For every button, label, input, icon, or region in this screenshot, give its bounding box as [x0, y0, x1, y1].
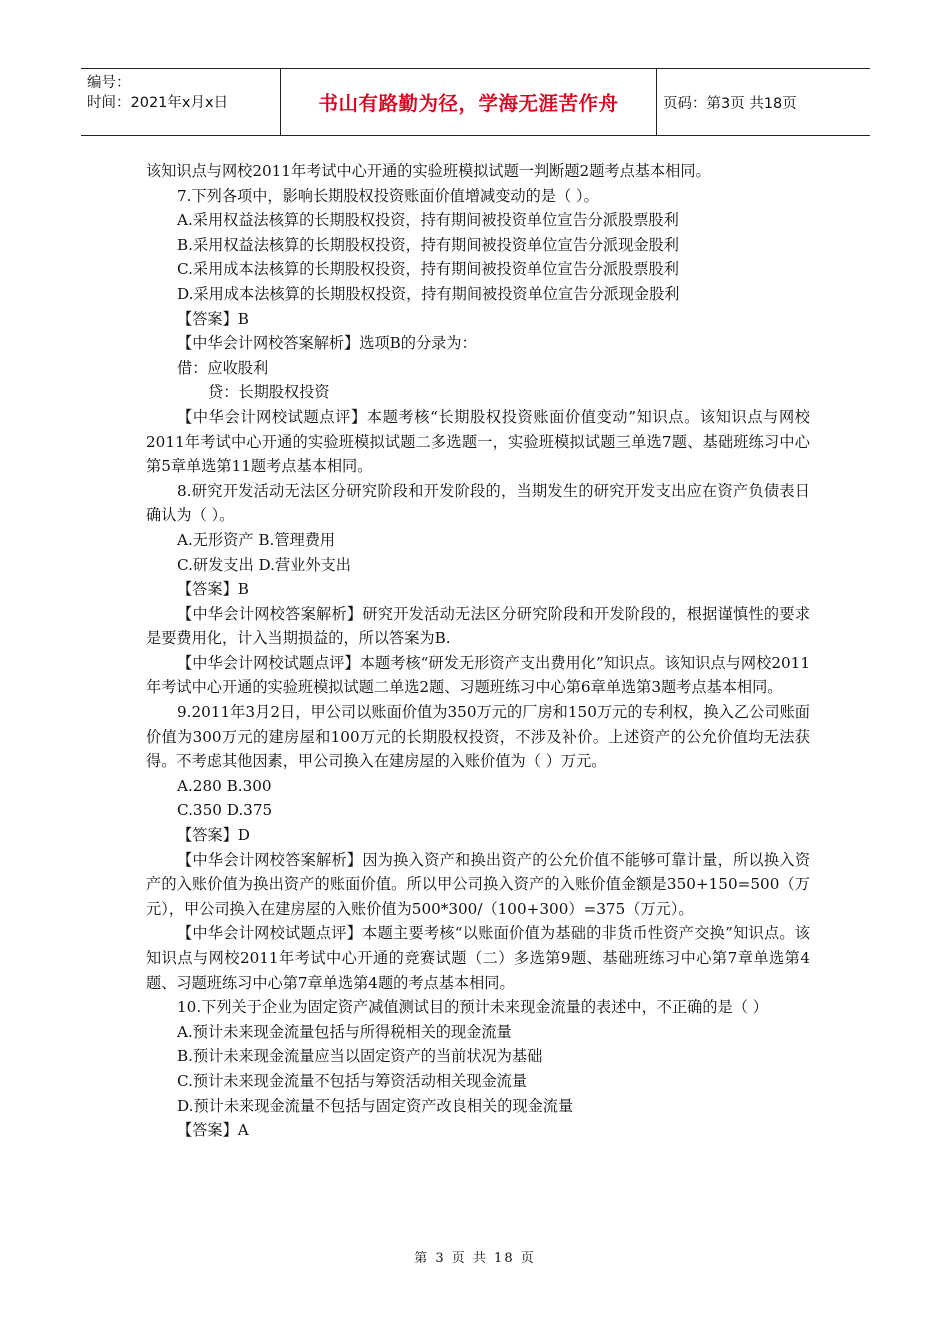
- question-8-comment: 【中华会计网校试题点评】本题考核“研发无形资产支出费用化”知识点。该知识点与网校2011年考试中心开通的实验班模拟试题二单选2题、习题班练习中心第6章单选第3题考点基本相同。: [146, 653, 810, 697]
- question-9-stem: 9.2011年3月2日，甲公司以账面价值为350万元的厂房和150万元的专利权，换入乙公司账面价值为300万元的建房屋和100万元的长期股权投资，不涉及补价。上述资产的公允价值均无法获得。不考虑其他因素，甲公司换入在建房屋的入账价值为（ ）万元。: [146, 703, 810, 771]
- question-9-options-ab: A.280 B.300: [177, 776, 272, 795]
- question-9-options-cd: C.350 D.375: [177, 801, 273, 820]
- question-8-analysis: 【中华会计网校答案解析】研究开发活动无法区分研究阶段和开发阶段的，根据谨慎性的要求是要费用化，计入当期损益的，所以答案为B.: [146, 604, 810, 648]
- question-7-stem: 7.下列各项中，影响长期股权投资账面价值增减变动的是（ ）。: [177, 186, 599, 205]
- question-8-options-ab: A.无形资产 B.管理费用: [177, 530, 336, 549]
- question-7-option-b: B.采用权益法核算的长期股权投资，持有期间被投资单位宣告分派现金股利: [177, 235, 679, 254]
- question-10-option-c: C.预计未来现金流量不包括与筹资活动相关现金流量: [177, 1071, 528, 1090]
- question-7-option-c: C.采用成本法核算的长期股权投资，持有期间被投资单位宣告分派股票股利: [177, 260, 679, 279]
- question-7-option-d: D.采用成本法核算的长期股权投资，持有期间被投资单位宣告分派现金股利: [177, 284, 680, 303]
- document-body: [146, 159, 810, 1143]
- question-10-option-d: D.预计未来现金流量不包括与固定资产改良相关的现金流量: [177, 1096, 574, 1115]
- document-time: 时间：2021年x月x日: [87, 95, 229, 111]
- question-10-option-a: A.预计未来现金流量包括与所得税相关的现金流量: [177, 1022, 512, 1041]
- question-8-options-cd: C.研发支出 D.营业外支出: [177, 555, 351, 574]
- header-meta: [81, 69, 281, 135]
- paragraph: 该知识点与网校2011年考试中心开通的实验班模拟试题一判断题2题考点基本相同。: [146, 162, 711, 180]
- document-number-label: 编号：: [87, 75, 131, 91]
- header-motto: 书山有路勤为径，学海无涯苦作舟: [281, 69, 657, 135]
- question-7-comment: 【中华会计网校试题点评】本题考核“长期股权投资账面价值变动”知识点。该知识点与网校2011年考试中心开通的实验班模拟试题二多选题一，实验班模拟试题三单选7题、基础班练习中心第5章单选第11题考点基本相同。: [146, 407, 810, 476]
- question-8-answer: 【答案】B: [177, 580, 249, 599]
- journal-credit-line: 贷：长期股权投资: [208, 383, 330, 402]
- question-9-comment: 【中华会计网校试题点评】本题主要考核“以账面价值为基础的非货币性资产交换”知识点。该知识点与网校2011年考试中心开通的竞赛试题（二）多选第9题、基础班练习中心第7章单选第4题、习题班练习中心第7章单选第4题的考点基本相同。: [146, 924, 810, 992]
- question-9-answer: 【答案】D: [177, 826, 250, 845]
- question-9-analysis: 【中华会计网校答案解析】因为换入资产和换出资产的公允价值不能够可靠计量，所以换入资产的入账价值为换出资产的账面价值。所以甲公司换入资产的入账价值金额是350+150=500（万元），甲公司换入在建房屋的入账价值为500*300/（100+300）=375（万元）。: [146, 850, 810, 918]
- header-page-info: 页码：第3页 共18页: [663, 95, 797, 112]
- question-7-analysis: 【中华会计网校答案解析】选项B的分录为：: [177, 334, 477, 353]
- question-8-stem: 8.研究开发活动无法区分研究阶段和开发阶段的，当期发生的研究开发支出应在资产负债表日确认为（ ）。: [146, 481, 810, 525]
- journal-debit-line: 借：应收股利: [177, 358, 269, 377]
- question-10-answer: 【答案】A: [177, 1121, 249, 1140]
- page-header: [81, 68, 870, 136]
- question-10-stem: 10.下列关于企业为固定资产减值测试目的预计未来现金流量的表述中，不正确的是（ ）: [177, 998, 768, 1017]
- question-7-option-a: A.采用权益法核算的长期股权投资，持有期间被投资单位宣告分派股票股利: [177, 211, 679, 230]
- question-10-option-b: B.预计未来现金流量应当以固定资产的当前状况为基础: [177, 1047, 543, 1066]
- question-7-answer: 【答案】B: [177, 309, 249, 328]
- page-footer: 第 3 页 共 18 页: [414, 1251, 536, 1266]
